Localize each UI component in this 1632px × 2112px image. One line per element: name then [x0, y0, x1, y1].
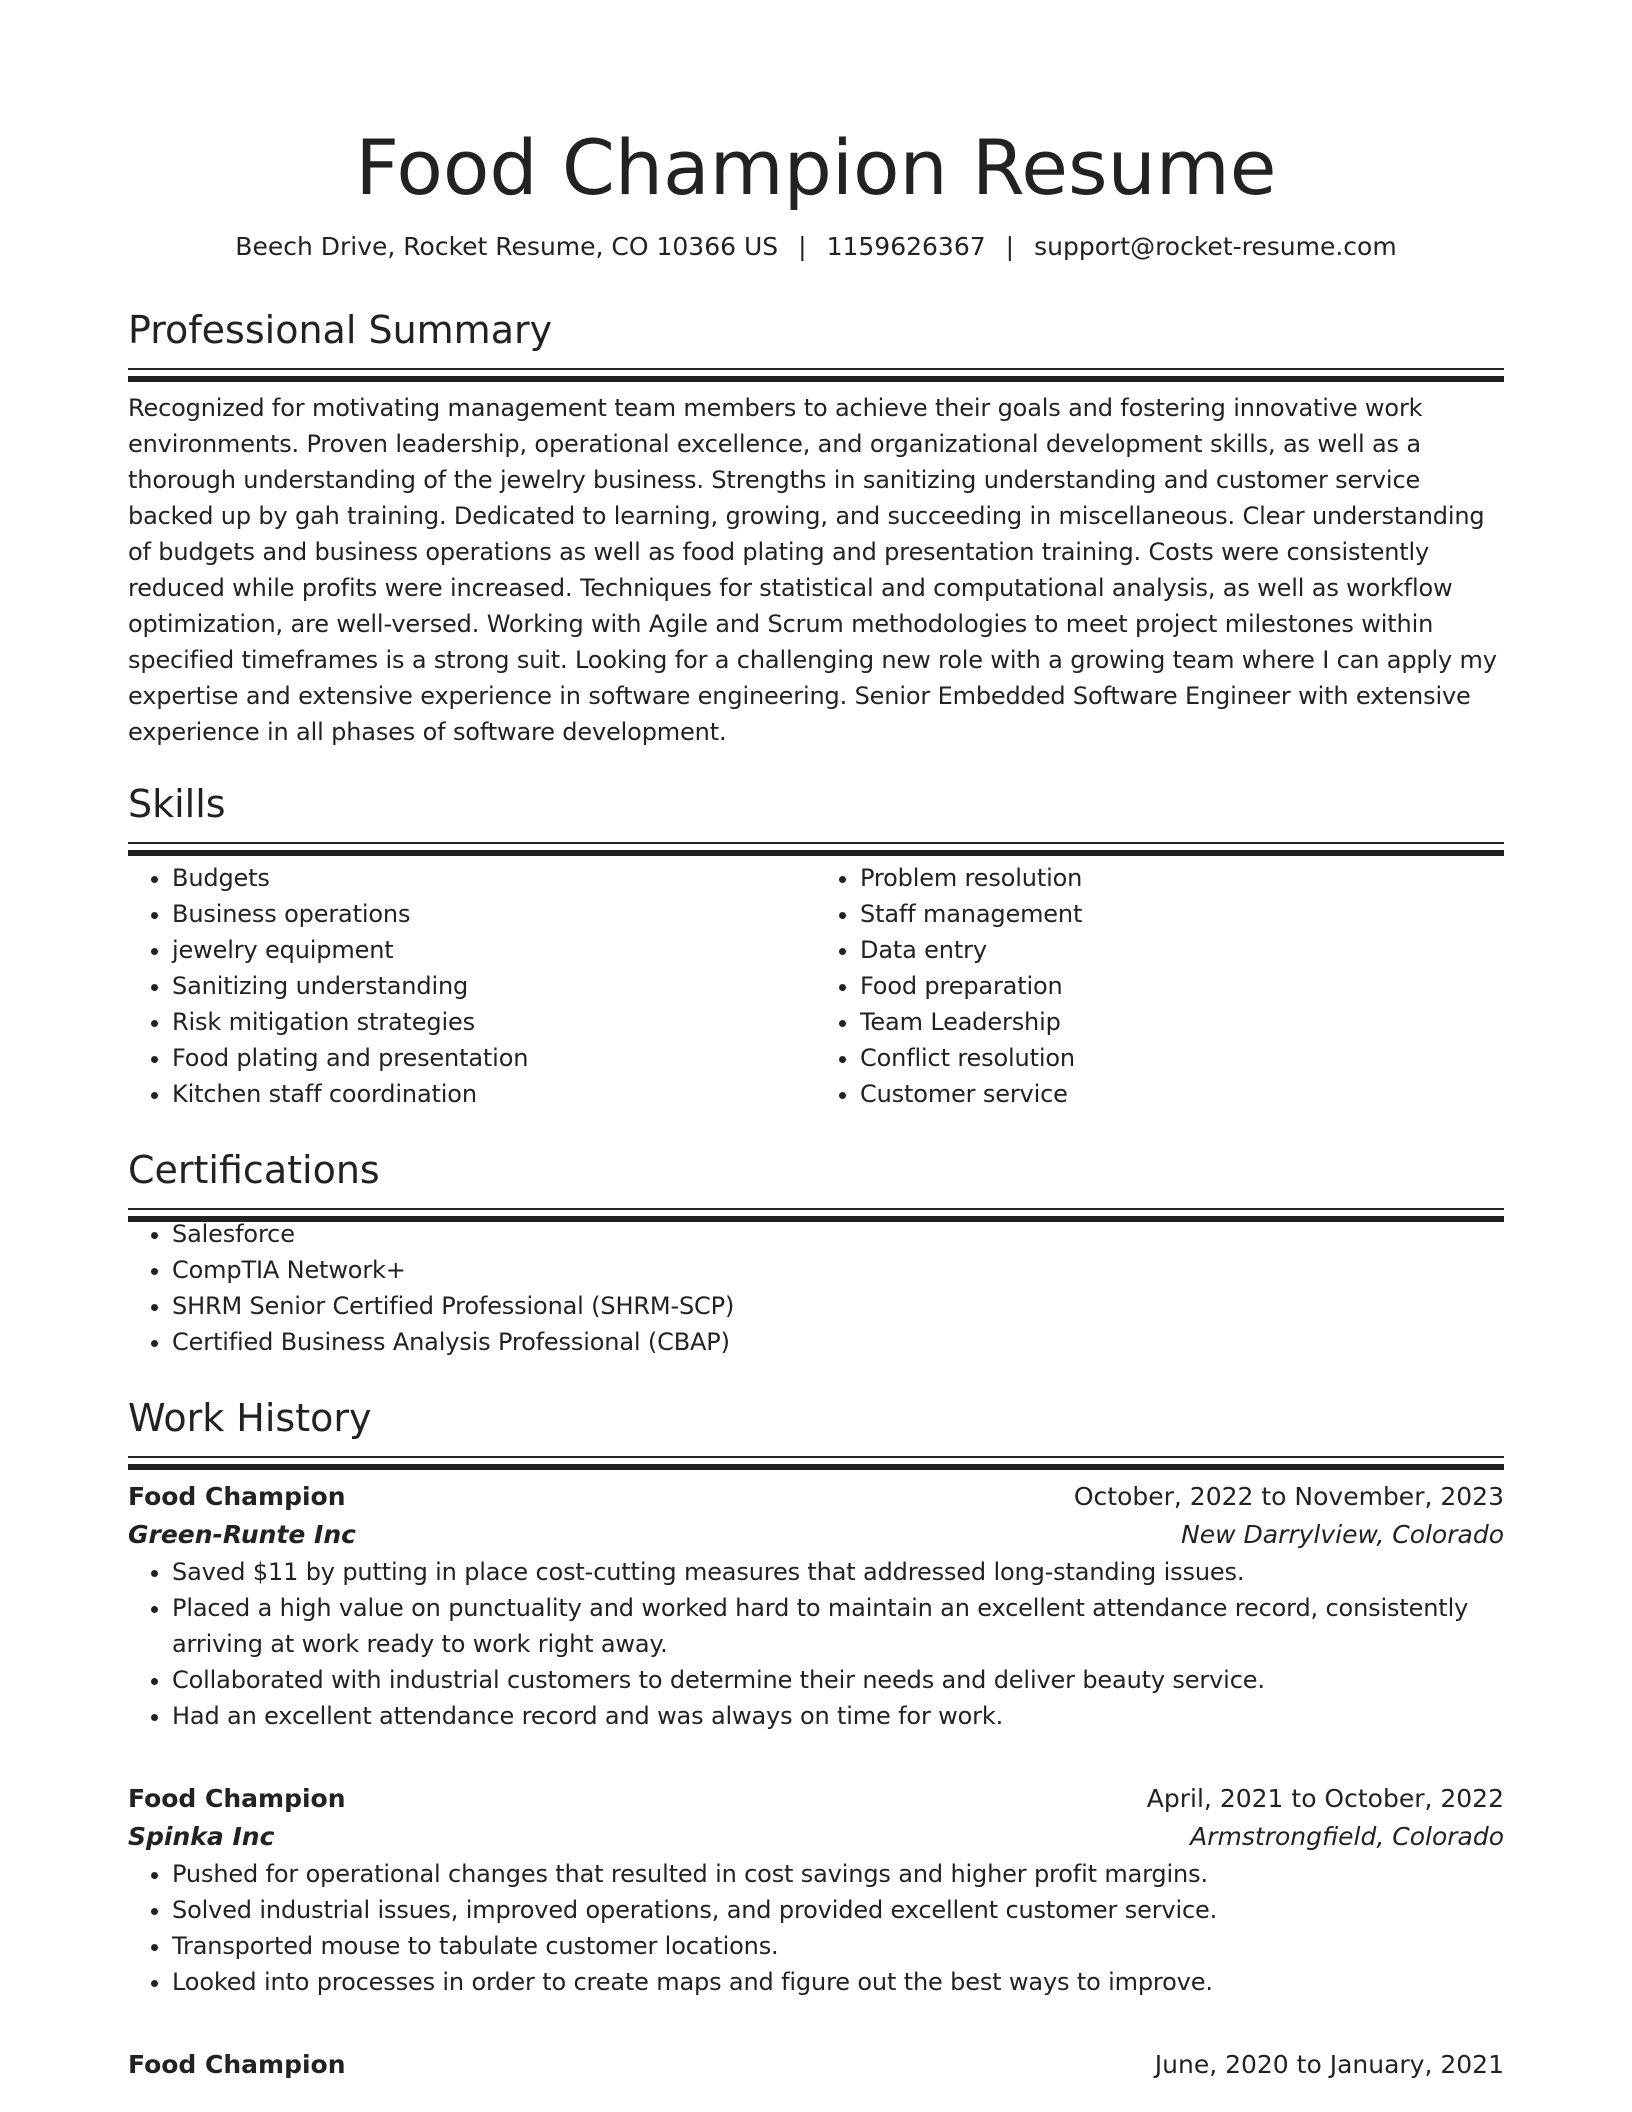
job-header-row [128, 1780, 1504, 1818]
skills-list-right [816, 860, 1504, 1112]
certifications-section [128, 1146, 1504, 1360]
skill-item: • Data entry [860, 932, 1504, 968]
job-subheader-row [128, 1818, 1504, 1856]
job-title: Food Champion [128, 2050, 346, 2079]
job-duty-item: • Looked into processes in order to create maps and figure out the best ways to improve. [172, 1964, 1504, 2000]
skill-item: • Conflict resolution [860, 1040, 1504, 1076]
certification-item: • Salesforce [172, 1216, 1504, 1252]
contact-email: support@rocket-resume.com [1034, 232, 1397, 261]
certification-item: • SHRM Senior Certified Professional (SHRM-SCP) [172, 1288, 1504, 1324]
job-entry [128, 2046, 1504, 2084]
skills-section [128, 780, 1504, 1112]
resume-title: Food Champion Resume [355, 123, 1277, 212]
job-dates: April, 2021 to October, 2022 [1146, 1784, 1504, 1813]
section-divider [128, 368, 1504, 376]
skill-item: • Problem resolution [860, 860, 1504, 896]
job-entry [128, 1478, 1504, 1734]
job-duty-item: • Saved $11 by putting in place cost-cutting measures that addressed long-standing issues. [172, 1554, 1504, 1590]
job-duties-list [128, 1554, 1504, 1734]
skills-list-left [128, 860, 816, 1112]
job-dates: June, 2020 to January, 2021 [1154, 2050, 1504, 2079]
contact-address: Beech Drive, Rocket Resume, CO 10366 US [235, 232, 779, 261]
job-entry [128, 1780, 1504, 2000]
job-company: Green-Runte Inc [128, 1520, 356, 1549]
job-location: Armstrongfield, Colorado [1190, 1822, 1504, 1851]
skill-item: • Risk mitigation strategies [172, 1004, 816, 1040]
job-duty-item: • Collaborated with industrial customers to determine their needs and deliver beauty service. [172, 1662, 1504, 1698]
skill-item: • jewelry equipment [172, 932, 816, 968]
job-header-row [128, 1478, 1504, 1516]
contact-separator: | [798, 232, 807, 261]
contact-separator: | [1005, 232, 1015, 261]
skill-item: • Food preparation [860, 968, 1504, 1004]
job-company: Spinka Inc [128, 1822, 275, 1851]
job-header-row [128, 2046, 1504, 2084]
certification-item: • CompTIA Network+ [172, 1252, 1504, 1288]
section-divider [128, 1456, 1504, 1464]
skill-item: • Sanitizing understanding [172, 968, 816, 1004]
skill-item: • Budgets [172, 860, 816, 896]
skill-item: • Business operations [172, 896, 816, 932]
job-dates: October, 2022 to November, 2023 [1073, 1482, 1504, 1511]
skill-item: • Staff management [860, 896, 1504, 932]
section-heading-summary: Professional Summary [128, 308, 553, 352]
contact-line [128, 230, 1504, 264]
section-heading-work-history: Work History [128, 1396, 372, 1440]
certifications-list [128, 1216, 1504, 1360]
section-heading-certifications: Certifications [128, 1148, 380, 1192]
job-title: Food Champion [128, 1482, 346, 1511]
skill-item: • Food plating and presentation [172, 1040, 816, 1076]
job-duties-list [128, 1856, 1504, 2000]
job-duty-item: • Had an excellent attendance record and was always on time for work. [172, 1698, 1504, 1734]
professional-summary-section [128, 306, 1504, 750]
skill-item: • Kitchen staff coordination [172, 1076, 816, 1112]
certification-item: • Certified Business Analysis Professional (CBAP) [172, 1324, 1504, 1360]
summary-text: Recognized for motivating management team members to achieve their goals and fostering innovative work environments. Proven leadership, operational excellence, and organizational development skills, as well as a thorough understanding of the jewelry business. Strengths in sanitizing understanding and customer service backed up by gah training. Dedicated to learning, growing, and succeeding in miscellaneous. Clear understanding of budgets and business operations as well as food plating and presentation training. Costs were consistently reduced while profits were increased. Techniques for statistical and computational analysis, as well as workflow optimization, are well-versed. Working with Agile and Scrum methodologies to meet project milestones within specified timeframes is a strong suit. Looking for a challenging new role with a growing team where I can apply my expertise and extensive experience in software engineering. Senior Embedded Software Engineer with extensive experience in all phases of software development. [128, 394, 1497, 746]
work-history-section [128, 1394, 1504, 2084]
skills-columns [128, 860, 1504, 1112]
job-duty-item: • Transported mouse to tabulate customer locations. [172, 1928, 1504, 1964]
job-subheader-row [128, 1516, 1504, 1554]
job-title: Food Champion [128, 1784, 346, 1813]
skill-item: • Customer service [860, 1076, 1504, 1112]
job-duty-item: • Pushed for operational changes that resulted in cost savings and higher profit margins. [172, 1856, 1504, 1892]
section-divider [128, 842, 1504, 850]
resume-page [128, 0, 1504, 2084]
job-location: New Darrylview, Colorado [1181, 1520, 1504, 1549]
job-duty-item: • Placed a high value on punctuality and worked hard to maintain an excellent attendance record, consistently arriving at work ready to work right away. [172, 1590, 1504, 1662]
skill-item: • Team Leadership [860, 1004, 1504, 1040]
section-heading-skills: Skills [128, 782, 226, 826]
job-duty-item: • Solved industrial issues, improved operations, and provided excellent customer service. [172, 1892, 1504, 1928]
contact-phone: 1159626367 [826, 232, 986, 261]
section-divider [128, 1208, 1504, 1216]
